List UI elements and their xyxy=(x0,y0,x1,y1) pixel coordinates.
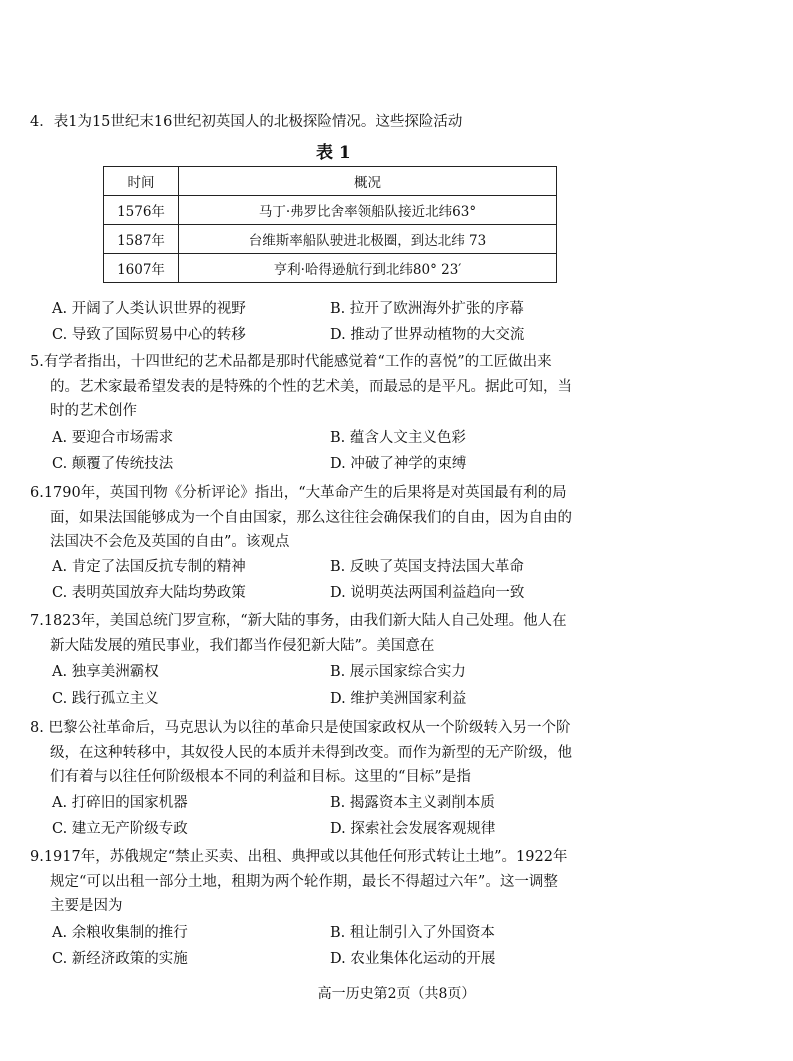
question-9-line: 主要是因为 xyxy=(50,898,123,914)
question-7-line: 7.1823年，美国总统门罗宣称，“新大陆的事务，由我们新大陆人自己处理。他人在 xyxy=(30,613,567,629)
question-9-option-a: A. 余粮收集制的推行 xyxy=(52,925,188,941)
table-header-row xyxy=(104,167,557,196)
table-cell-overview: 马丁·弗罗比舍率领船队接近北纬63° xyxy=(179,196,557,225)
table-cell-year: 1587年 xyxy=(104,225,179,254)
question-9-option-d: D. 农业集体化运动的开展 xyxy=(330,951,496,967)
question-8-option-c: C. 建立无产阶级专政 xyxy=(52,821,188,837)
table-row xyxy=(104,196,557,225)
question-6-option-a: A. 肯定了法国反抗专制的精神 xyxy=(52,559,246,575)
question-6-line: 法国决不会危及英国的自由”。该观点 xyxy=(50,534,290,550)
question-5-option-d: D. 冲破了神学的束缚 xyxy=(330,456,467,472)
question-7-option-b: B. 展示国家综合实力 xyxy=(330,664,466,680)
table-header-time: 时间 xyxy=(104,167,179,196)
question-9-option-b: B. 租让制引入了外国资本 xyxy=(330,925,495,941)
question-8-line: 们有着与以往任何阶级根本不同的利益和目标。这里的“目标”是指 xyxy=(50,769,471,785)
question-5-option-a: A. 要迎合市场需求 xyxy=(52,430,174,446)
question-7-option-d: D. 维护美洲国家利益 xyxy=(330,691,467,707)
table-row xyxy=(104,225,557,254)
question-6-stem xyxy=(30,481,615,555)
question-4-option-d: D. 推动了世界动植物的大交流 xyxy=(330,327,525,343)
question-8-stem xyxy=(30,716,615,790)
question-6-option-b: B. 反映了英国支持法国大革命 xyxy=(330,559,524,575)
question-7-option-c: C. 践行孤立主义 xyxy=(52,691,159,707)
page-footer: 高一历史第2页（共8页） xyxy=(317,986,476,1002)
table-header-overview: 概况 xyxy=(179,167,557,196)
question-6-option-c: C. 表明英国放弃大陆均势政策 xyxy=(52,585,246,601)
question-5-stem xyxy=(30,350,615,424)
question-4-option-c: C. 导致了国际贸易中心的转移 xyxy=(52,327,246,343)
question-6-line: 6.1790年，英国刊物《分析评论》指出，“大革命产生的后果将是对英国最有利的局 xyxy=(30,485,567,501)
question-4-option-a: A. 开阔了人类认识世界的视野 xyxy=(52,301,246,317)
question-8-option-d: D. 探索社会发展客观规律 xyxy=(330,821,496,837)
question-6-option-d: D. 说明英法两国利益趋向一致 xyxy=(330,585,525,601)
exploration-table xyxy=(103,166,557,283)
question-4-stem: 4．表1为15世纪末16世纪初英国人的北极探险情况。这些探险活动 xyxy=(30,114,463,130)
question-9-option-c: C. 新经济政策的实施 xyxy=(52,951,188,967)
question-5-line: 的。艺术家最希望发表的是特殊的个性的艺术美，而最忌的是平凡。据此可知，当 xyxy=(50,378,572,395)
table-caption: 表 1 xyxy=(316,143,351,163)
question-8-line: 8. 巴黎公社革命后，马克思认为以往的革命只是使国家政权从一个阶级转入另一个阶 xyxy=(30,720,571,736)
question-9-line: 规定“可以出租一部分土地，租期为两个轮作期，最长不得超过六年”。这一调整 xyxy=(50,873,558,890)
question-7-line: 新大陆发展的殖民事业，我们都当作侵犯新大陆”。美国意在 xyxy=(50,637,435,654)
question-8-option-b: B. 揭露资本主义剥削本质 xyxy=(330,795,495,811)
table-row xyxy=(104,254,557,283)
question-9-stem xyxy=(30,845,615,919)
question-7-stem xyxy=(30,609,615,658)
question-5-line: 5.有学者指出，十四世纪的艺术品都是那时代能感觉着“工作的喜悦”的工匠做出来 xyxy=(30,354,552,370)
question-9-line: 9.1917年，苏俄规定“禁止买卖、出租、典押或以其他任何形式转让土地”。1922年 xyxy=(30,849,568,865)
question-5-line: 时的艺术创作 xyxy=(50,403,137,419)
question-5-option-c: C. 颠覆了传统技法 xyxy=(52,456,174,472)
question-7-option-a: A. 独享美洲霸权 xyxy=(52,664,159,680)
question-5-option-b: B. 蕴含人文主义色彩 xyxy=(330,430,466,446)
table-cell-overview: 亨利·哈得逊航行到北纬80° 23′ xyxy=(179,254,557,283)
question-4-option-b: B. 拉开了欧洲海外扩张的序幕 xyxy=(330,301,524,317)
question-8-option-a: A. 打碎旧的国家机器 xyxy=(52,795,188,811)
table-cell-year: 1576年 xyxy=(104,196,179,225)
table-cell-overview: 台维斯率船队驶进北极圈，到达北纬 73 xyxy=(179,225,557,254)
table-cell-year: 1607年 xyxy=(104,254,179,283)
question-6-line: 面，如果法国能够成为一个自由国家，那么这往往会确保我们的自由，因为自由的 xyxy=(50,509,572,526)
question-8-line: 级，在这种转移中，其奴役人民的本质并未得到改变。而作为新型的无产阶级，他 xyxy=(50,744,572,761)
